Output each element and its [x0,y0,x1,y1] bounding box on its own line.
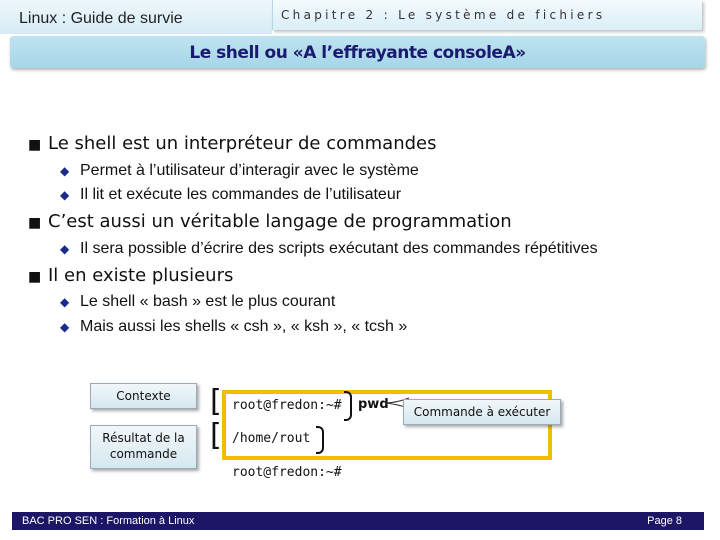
sub-bullet-text: Mais aussi les shells « csh », « ksh », « tcsh » [80,318,408,335]
terminal-prompt: root@fredon:~# [232,398,342,413]
sub-bullet-text: Il sera possible d’écrire des scripts exécutant des commandes répétitives [80,240,598,257]
bullet-1-text: Le shell est un interpréteur de commandes [48,133,437,154]
square-bullet-icon: ■ [28,215,42,231]
command-bracket [344,391,352,421]
terminal-output: /home/rout [232,431,311,446]
diamond-bullet-icon: ◆ [60,164,70,178]
sub-bullet-text: Permet à l’utilisateur d’interagir avec le système [80,162,419,179]
page-number: Page 8 [647,515,682,527]
terminal-prompt-2: root@fredon:~# [232,465,342,480]
bullet-1 [28,133,437,154]
square-bullet-icon: ■ [28,269,42,285]
sub-bullet-text: Le shell « bash » est le plus courant [80,293,336,310]
square-bullet-icon: ■ [28,137,42,153]
bullet-3-text: Il en existe plusieurs [48,265,234,286]
footer-course-title: BAC PRO SEN : Formation à Linux [22,515,195,527]
diamond-bullet-icon: ◆ [60,295,70,309]
sub-bullet-text: Il lit et exécute les commandes de l’utilisateur [80,186,402,203]
left-brace-result: [ [210,418,222,453]
sub-bullet-2-1 [60,240,598,258]
result-label-box: Résultat de la commande [90,425,197,469]
diamond-bullet-icon: ◆ [60,320,70,334]
diamond-bullet-icon: ◆ [60,188,70,202]
bullet-3 [28,265,233,286]
sub-bullet-1-1 [60,162,419,180]
terminal-command: pwd [358,397,389,412]
sub-bullet-1-2 [60,186,401,204]
command-label-box: Commande à exécuter [403,399,561,425]
context-label-box: Contexte [90,383,197,409]
header-left-title: Linux : Guide de survie [0,0,272,34]
bullet-2 [28,211,512,232]
footer-bar [12,512,704,530]
bullet-2-text: C’est aussi un véritable langage de programmation [48,211,512,232]
sub-bullet-3-2 [60,318,407,336]
output-bracket [316,426,324,454]
slide-title: Le shell ou «A l’effrayante consoleA» [10,36,705,68]
diamond-bullet-icon: ◆ [60,242,70,256]
left-brace-context: [ [210,384,222,419]
chapter-title: Chapitre 2 : Le système de fichiers [272,0,702,30]
sub-bullet-3-1 [60,293,335,311]
